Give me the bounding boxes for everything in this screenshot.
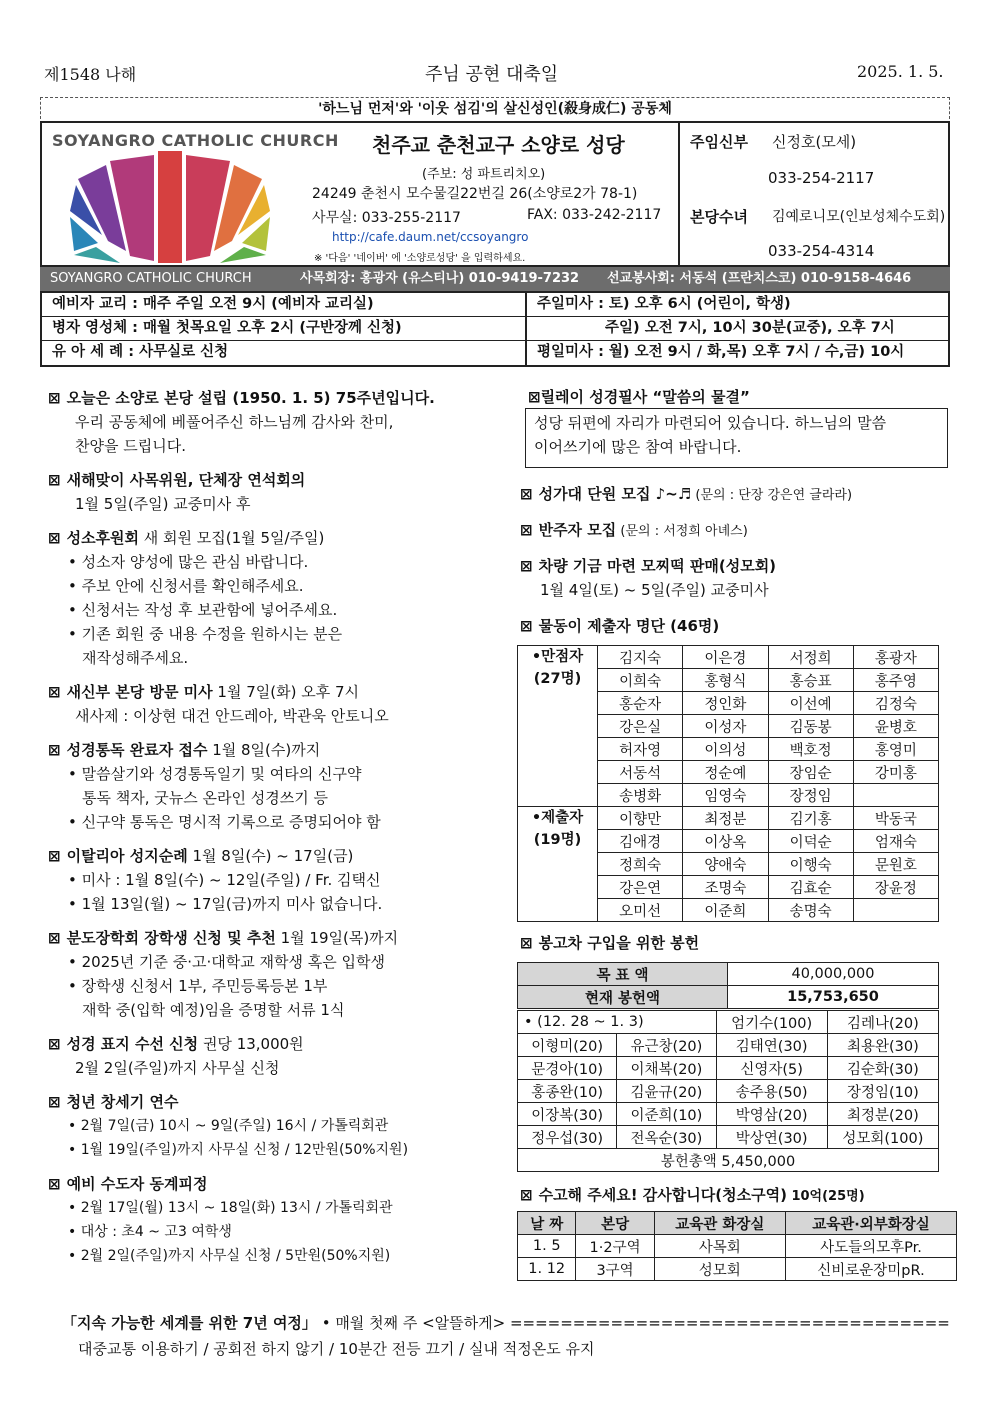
church-name: 천주교 춘천교구 소양로 성당 [372,133,625,157]
bullet-item: • 미사 : 1월 8일(수) ~ 12일(주일) / Fr. 김택신 [68,871,381,889]
table-cell: 김윤규(20) [617,1080,716,1103]
table-cell: 김지숙 [598,646,683,669]
table-cell: 허자영 [598,738,683,761]
footer-subtitle: • 매월 첫째 주 <알뜰하게> =================================== [321,1314,950,1332]
info-row [42,293,948,317]
notice-title: 봉고차 구입을 위한 봉헌 [538,934,700,952]
bullet-item: • 1월 19일(주일)까지 사무실 신청 / 12만원(50%지원) [68,1142,409,1158]
nun-label: 본당수녀 [690,208,748,226]
notice-subtitle: (문의 : 서정희 아녜스) [616,524,748,539]
notice-title: 차량 기금 마련 모찌떡 판매(성모회) [538,557,777,575]
table-cell: 홍종완(10) [518,1080,617,1103]
table-cell: 정순예 [683,761,768,784]
mark-icon: ⊠ [48,389,61,407]
table-cell: 송명숙 [768,899,853,922]
current-value: 15,753,650 [728,986,939,1009]
notice-title: 예비 수도자 동계피정 [66,1175,208,1193]
table-cell: 이덕순 [768,830,853,853]
bullet-item: • 말씀살기와 성경통독일기 및 여타의 신구약 [68,765,362,783]
relay-title: ⊠릴레이 성경필사 “말씀의 물결” [528,388,750,406]
notice-title: 새신부 본당 방문 미사 [66,683,213,701]
table-cell: 홍광자 [853,646,938,669]
water-table [517,645,939,922]
mark-icon: ⊠ [48,1035,61,1053]
issue-number: 제1548 나해 [44,65,137,84]
table-cell: 서동석 [598,761,683,784]
notice-title: 오늘은 소양로 본당 설립 (1950. 1. 5) 75주년입니다. [66,389,435,407]
group-count: (19명) [533,832,582,848]
pastor-name: 신정호(모세) [772,133,857,151]
nun-name: 김예로니모(인보성체수도회) [772,209,946,225]
mark-icon: ⊠ [520,485,533,503]
patron-saint: (주보: 성 파트리치오) [422,167,546,182]
cafe-note: ※ '다음' '네이버' 에 '소양로성당' 을 입력하세요. [314,253,526,264]
table-cell: 문원호 [853,853,938,876]
table-row [518,1011,939,1034]
table-cell: 오미선 [598,899,683,922]
table-cell: 1. 5 [518,1235,576,1258]
current-label: 현재 봉헌액 [518,986,728,1009]
table-cell: 정희숙 [598,853,683,876]
table-row [518,1235,957,1258]
footer-actions: 대중교통 이용하기 / 공회전 하지 않기 / 10분간 전등 끄기 / 실내 적정온도 유지 [78,1340,595,1358]
table-cell: 이준희 [683,899,768,922]
table-row [518,1258,957,1281]
notice-text: 찬양을 드립니다. [75,437,186,455]
table-row [518,1080,939,1103]
bullet-item: • 1월 13일(월) ~ 17일(금)까지 미사 없습니다. [68,895,383,913]
table-cell: 이행숙 [768,853,853,876]
bullet-item: • 2월 2일(주일)까지 사무실 신청 / 5만원(50%지원) [68,1248,391,1264]
bar-mission: 선교봉사회: 서동석 (프란치스코) 010-9158-4646 [607,271,912,286]
notice-pilgrimage [48,844,508,916]
bullet-item: • 2월 7일(금) 10시 ~ 9일(주일) 16시 / 가톨릭회관 [68,1118,389,1134]
mark-icon: ⊠ [48,847,61,865]
table-cell: 홍형식 [683,669,768,692]
table-cell: 3구역 [576,1258,654,1281]
table-cell: 1·2구역 [576,1235,654,1258]
bar-council: 사목회장: 홍광자 (유스티나) 010-9419-7232 [300,271,580,286]
table-cell: 유근창(20) [617,1034,716,1057]
table-cell: 김순화(30) [827,1057,938,1080]
pastor-label: 주임신부 [690,133,748,151]
donation-total: 봉헌총액 5,450,000 [518,1149,939,1172]
table-cell: 이형미(20) [518,1034,617,1057]
table-cell: 이상옥 [683,830,768,853]
goal-label: 목 표 액 [518,963,728,986]
notice-text: 2월 2일(주일)까지 사무실 신청 [75,1059,280,1077]
info-left: 병자 영성체 : 매월 첫목요일 오후 2시 (구반장께 신청) [42,317,527,340]
table-cell: 강은연 [598,876,683,899]
table-cell: 김효순 [768,876,853,899]
pastor-phone: 033-254-2117 [768,169,875,187]
table-cell: 박영삼(20) [716,1103,827,1126]
notice-water [520,614,950,638]
table-cell: 홍순자 [598,692,683,715]
bullet-item: • 2025년 기준 중·고·대학교 재학생 혹은 입학생 [68,953,386,971]
table-cell: 강미홍 [853,761,938,784]
notice-bus-fund [520,931,699,955]
group-label [518,807,598,922]
table-cell: 양애숙 [683,853,768,876]
header-divider [678,123,680,269]
table-cell: 이준희(10) [617,1103,716,1126]
table-cell: 최용완(30) [827,1034,938,1057]
table-cell: 이의성 [683,738,768,761]
notice-text: 우리 공동체에 베풀어주신 하느님께 감사와 찬미, [75,413,394,431]
notice-meeting [48,468,508,516]
table-cell: 본당 [576,1212,654,1235]
info-left: 유 아 세 례 : 사무실로 신청 [42,341,527,365]
notice-subtitle: 10억(25명) [786,1189,865,1204]
notice-winter-retreat [48,1172,508,1268]
table-cell: 박동국 [853,807,938,830]
table-cell: 문경아(10) [518,1057,617,1080]
group-title: •제출자 [531,810,584,826]
table-cell: 서정희 [768,646,853,669]
table-cell: 1. 12 [518,1258,576,1281]
table-cell: 홍영미 [853,738,938,761]
table-row [518,807,939,830]
info-row [42,317,948,341]
notice-subtitle: 1월 7일(화) 오후 7시 [212,683,360,701]
left-column [48,386,508,1278]
notice-subtitle: 새 회원 모집(1월 5일/주일) [139,529,325,547]
relay-text: 이어쓰기에 많은 참여 바랍니다. [534,438,742,456]
bullet-item: • 2월 17일(월) 13시 ~ 18일(화) 13시 / 가톨릭회관 [68,1200,393,1216]
notice-title: 이탈리아 성지순례 [66,847,188,865]
mark-icon: ⊠ [520,1186,533,1204]
table-cell: 윤병호 [853,715,938,738]
notice-choir [520,482,950,508]
info-left: 예비자 교리 : 매주 주일 오전 9시 (예비자 교리실) [42,293,527,316]
mark-icon: ⊠ [48,529,61,547]
table-cell: 송주용(50) [716,1080,827,1103]
feast-title: 주님 공현 대축일 [425,64,559,85]
notice-bible-reading [48,738,508,834]
table-cell: 장임순 [768,761,853,784]
table-cell: 엄재숙 [853,830,938,853]
mark-icon: ⊠ [48,683,61,701]
goal-value: 40,000,000 [728,963,939,986]
notice-bible-cover [48,1032,508,1080]
fund-table [517,962,939,1009]
notice-text: 1월 4일(토) ~ 5일(주일) 교중미사 [540,581,769,599]
info-row [42,341,948,365]
bullet-item: 재학 중(입학 예정)임을 증명할 서류 1식 [82,1001,345,1019]
bulletin-date: 2025. 1. 5. [857,62,944,81]
notice-youth-retreat [48,1090,508,1162]
table-cell: 사도들의모후Pr. [785,1235,956,1258]
table-cell: 박상연(30) [716,1126,827,1149]
bullet-item: • 신구약 통독은 명시적 기록으로 증명되어야 함 [68,813,381,831]
relay-text: 성당 뒤편에 자리가 마련되어 있습니다. 하느님의 말씀 [534,414,887,432]
table-row [518,1126,939,1149]
table-cell: 김애경 [598,830,683,853]
notice-title: 수고해 주세요! 감사합니다(청소구역) [538,1186,787,1204]
notice-subtitle: 1월 19일(목)까지 [275,929,399,947]
table-cell: 이선예 [768,692,853,715]
table-cell: 이채복(20) [617,1057,716,1080]
table-row [518,1057,939,1080]
notice-subtitle: 1월 8일(수)까지 [207,741,321,759]
mark-icon: ⊠ [520,934,533,952]
notice-title: 새해맞이 사목위원, 단체장 연석회의 [66,471,306,489]
mark-icon: ⊠ [48,929,61,947]
notice-subtitle: 1월 8일(수) ~ 17일(금) [187,847,354,865]
table-cell: 홍주영 [853,669,938,692]
info-right: 주일미사 : 토) 오후 6시 (어린이, 학생) [537,296,791,312]
table-cell: 정우섭(30) [518,1126,617,1149]
table-cell: 엄기수(100) [716,1011,827,1034]
notice-subtitle: (문의 : 단장 강은연 글라라) [691,488,853,503]
donor-table [517,1010,939,1172]
mark-icon: ⊠ [520,521,533,539]
right-column [520,482,950,638]
info-right: 주일) 오전 7시, 10시 30분(교중), 오후 7시 [605,320,895,336]
notice-title: 성가대 단원 모집 ♪~♬ [538,485,692,503]
table-cell: 송병화 [598,784,683,807]
table-cell: 홍승표 [768,669,853,692]
table-cell: 이성자 [683,715,768,738]
table-cell: 백호정 [768,738,853,761]
table-cell: 이향만 [598,807,683,830]
table-cell: 정인화 [683,692,768,715]
table-header [518,1212,957,1235]
table-cell: 이장복(30) [518,1103,617,1126]
table-row [518,963,939,986]
mark-icon: ⊠ [48,1093,61,1111]
cleaning-table [517,1211,957,1281]
bullet-item: • 기존 회원 중 내용 수정을 원하시는 분은 [68,625,343,643]
mass-info-table [40,291,950,367]
table-cell: 교육관 화장실 [654,1212,785,1235]
table-cell: 이희숙 [598,669,683,692]
notice-new-priest [48,680,508,728]
mark-icon: ⊠ [520,557,533,575]
bullet-item: 통독 책자, 굿뉴스 온라인 성경쓰기 등 [82,789,328,807]
notice-anniversary [48,386,508,458]
table-cell: 최정분(20) [827,1103,938,1126]
table-cell: 성모회(100) [827,1126,938,1149]
notice-organist [520,518,950,544]
table-cell: 장정임(10) [827,1080,938,1103]
notice-scholarship [48,926,508,1022]
table-row [518,1103,939,1126]
logo-text: SOYANGRO CATHOLIC CHURCH [52,131,339,150]
table-cell: 날 짜 [518,1212,576,1235]
notice-subtitle: 권당 13,000원 [198,1035,304,1053]
footer-title: 「지속 가능한 세계를 위한 7년 여정」 [62,1314,317,1332]
bullet-item: • 주보 안에 신청서를 확인해주세요. [68,577,304,595]
table-row [518,1149,939,1172]
bullet-item: 재작성해주세요. [82,649,189,667]
table-row [518,986,939,1009]
notice-title: 성경통독 완료자 접수 [66,741,208,759]
notice-text: 새사제 : 이상현 대건 안드레아, 박관욱 안토니오 [75,707,389,725]
footer-line [62,1312,950,1333]
bullet-item: • 대상 : 초4 ~ 고3 여학생 [68,1224,232,1240]
table-cell: 신비로운장미pR. [785,1258,956,1281]
relay-box [525,408,948,468]
table-cell: 김태연(30) [716,1034,827,1057]
mark-icon: ⊠ [520,617,533,635]
table-cell: 임영숙 [683,784,768,807]
notice-title: 성소후원회 [66,529,140,547]
table-cell: 성모회 [654,1258,785,1281]
table-cell: 김레나(20) [827,1011,938,1034]
notice-text: 1월 5일(주일) 교중미사 후 [75,495,251,513]
table-cell: • (12. 28 ~ 1. 3) [518,1011,717,1034]
bullet-item: • 성소자 양성에 많은 관심 바랍니다. [68,553,309,571]
info-right: 평일미사 : 월) 오전 9시 / 화,목) 오후 7시 / 수,금) 10시 [537,344,905,360]
table-cell: 김정숙 [853,692,938,715]
group-title: •만점자 [531,649,584,665]
notice-title: 반주자 모집 [538,521,617,539]
notice-title: 분도장학회 장학생 신청 및 추천 [66,929,276,947]
table-cell: 장정임 [768,784,853,807]
table-row [518,1034,939,1057]
table-cell: 장윤정 [853,876,938,899]
notice-cleaning [520,1183,865,1209]
contact-bar [40,267,950,291]
table-cell: 김동봉 [768,715,853,738]
table-row [518,646,939,669]
nun-phone: 033-254-4314 [768,242,875,260]
church-header [40,121,950,267]
office-phone: 사무실: 033-255-2117 [312,210,461,226]
bullet-item: • 신청서는 작성 후 보관함에 넣어주세요. [68,601,338,619]
table-cell: 교육관·외부화장실 [785,1212,956,1235]
bar-church-name: SOYANGRO CATHOLIC CHURCH [50,271,252,286]
church-logo-icon [70,151,270,266]
table-cell: 신영자(5) [716,1057,827,1080]
notice-title: 성경 표지 수선 신청 [66,1035,199,1053]
group-count: (27명) [533,671,582,687]
slogan: '하느님 먼저'와 '이웃 섬김'의 살신성인(殺身成仁) 공동체 [40,97,950,119]
table-cell: 김기홍 [768,807,853,830]
table-cell: 전옥순(30) [617,1126,716,1149]
table-cell: 강은실 [598,715,683,738]
fax-number: FAX: 033-242-2117 [527,207,662,223]
table-cell [853,784,938,807]
mark-icon: ⊠ [48,741,61,759]
table-cell: 이은경 [683,646,768,669]
table-cell: 사목회 [654,1235,785,1258]
cafe-link[interactable]: http://cafe.daum.net/ccsoyangro [332,230,529,244]
church-address: 24249 춘천시 모수물길22번길 26(소양로2가 78-1) [312,186,638,202]
table-cell: 최정분 [683,807,768,830]
notice-title: 청년 창세기 연수 [66,1093,179,1111]
mark-icon: ⊠ [48,471,61,489]
notice-vocation [48,526,508,670]
notice-title: 물동이 제출자 명단 (46명) [538,617,720,635]
group-label [518,646,598,807]
bullet-item: • 장학생 신청서 1부, 주민등록등본 1부 [68,977,328,995]
notice-car-fund [520,554,950,602]
table-cell [853,899,938,922]
mark-icon: ⊠ [48,1175,61,1193]
table-cell: 조명숙 [683,876,768,899]
